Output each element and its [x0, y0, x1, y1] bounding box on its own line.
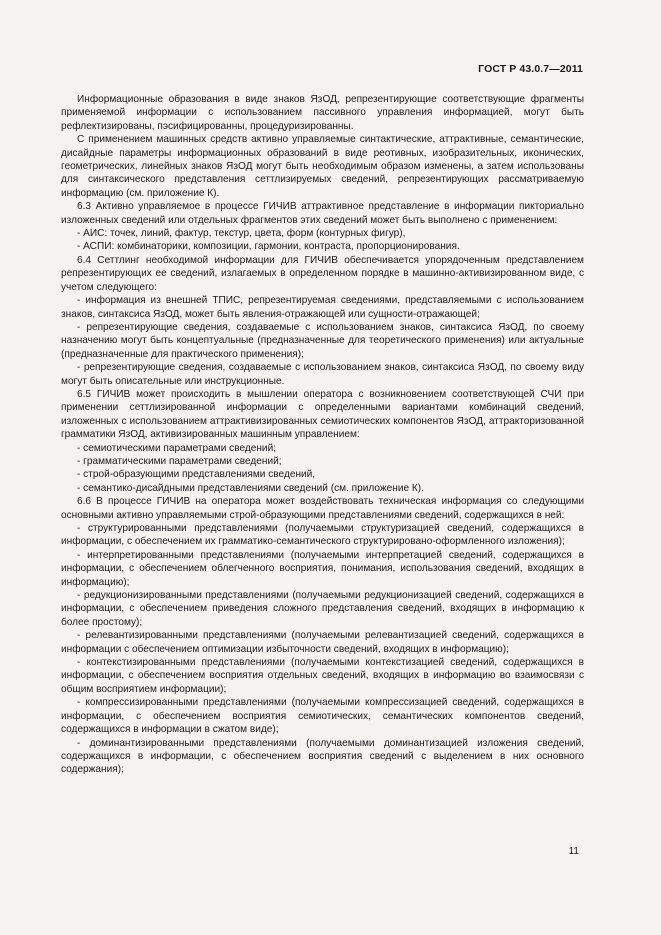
paragraph: Информационные образования в виде знаков ЯзОД, репрезентирующие соответствующие фрагменты применяемой информации с использованием пассивного управления информацией, могут быть рефлектизированы, пэсифицированны, процедуризированны.: [61, 94, 584, 132]
list-item: - редукционизированными представлениями (получаемыми редукционизацией сведений, содержащихся в информации, с обеспечением приведения сложного представления сведений, входящих в информацию к более простому);: [61, 590, 584, 628]
page-number: 11: [568, 846, 579, 857]
list-item: - репрезентирующие сведения, создаваемые с использованием знаков, синтаксиса ЯзОД, по своему назначению могут быть концептуальные (предназначенные для теоретического применения) или актуальные (предназначенные для практического применения);: [61, 321, 584, 360]
list-item: - доминантизированными представлениями (получаемыми доминантизацией изложения сведений, содержащихся в информации, с обеспечением восприятия сведений с выделением в них основного содержания);: [61, 737, 584, 776]
list-item: - строй-образующими представлениями сведений,: [77, 469, 316, 481]
list-item: - интерпретированными представлениями (получаемыми интерпретацией сведений, содержащихся в информации, с обеспечением облегченного восприятия, понимания, использования сведений, входящих в информацию);: [61, 549, 584, 588]
list-item: - грамматическими параметрами сведений;: [77, 455, 282, 467]
list-item: - структурированными представлениями (получаемыми структуризацией сведений, содержащихся в информации, с обеспечением их грамматико-семантического структурировано-оформленного изложения);: [61, 523, 584, 548]
list-item: - АИС: точек, линий, фактур, текстур, цвета, форм (контурных фигур),: [77, 228, 406, 240]
list-item: - АСПИ: комбинаторики, композиции, гармонии, контраста, пропорционирования.: [77, 241, 460, 253]
paragraph-6-3: 6.3 Активно управляемое в процессе ГИЧИВ аттрактивное представление в информации пикториально изложенных сведений или отдельных фрагментов этих сведений может быть выполнено с применением:: [61, 201, 584, 226]
list-item: - семантико-дисайдными представлениями сведений (см. приложение К).: [77, 482, 424, 494]
document-code: ГОСТ Р 43.0.7—2011: [478, 63, 583, 75]
list-item: - релевантизированными представлениями (получаемыми релевантизацией сведений, содержащихся в информации с обеспечением оптимизации избыточности сведений, входящих в информацию);: [61, 630, 584, 655]
list-item: - репрезентирующие сведения, создаваемые с использованием знаков, синтаксиса ЯзОД, по своему виду могут быть описательные или инструкционные.: [61, 362, 584, 387]
list-item: - информация из внешней ТПИС, репрезентируемая сведениями, представляемыми с использованием знаков, синтаксиса ЯзОД, может быть явления-отражающей или сущности-отражающей;: [61, 295, 584, 320]
paragraph-6-4: 6.4 Сеттлинг необходимой информации для ГИЧИВ обеспечивается упорядоченным представлением репрезентирующих ее сведений, излагаемых в определенном порядке в машинно-активизированном виде, с учетом следующего:: [61, 254, 584, 293]
list-item: - компрессизированными представлениями (получаемыми компрессизацией сведений, содержащихся в информации, с обеспечением восприятия семиотических, семантических компонентов сведений, содержащихся в информации в сжатом виде);: [61, 697, 584, 736]
paragraph: С применением машинных средств активно управляемые синтактические, аттрактивные, семантические, дисайдные параметры информационных образований в виде реотивных, изобразительных, иконических, геометрических, линейных знаков ЯзОД могут быть необходимым образом изменены, а затем использованы для синтаксического представления сеттлизируемых сведений, репрезентирующих рассматриваемую информацию (см. приложение К).: [61, 134, 584, 199]
paragraph-6-6: 6.6 В процессе ГИЧИВ на оператора может воздействовать техническая информация со следующими основными активно управляемыми строй-образующими представлениями сведений, содержащихся в ней:: [61, 496, 584, 521]
body-text: [61, 93, 584, 777]
list-item: - семиотическими параметрами сведений;: [77, 442, 277, 454]
list-item: - контекстизированными представлениями (получаемыми контекстизацией сведений, содержащихся в информации, с обеспечением восприятия отдельных сведений, входящих в информацию во взаимосвязи с общим восприятием информации);: [61, 657, 584, 695]
paragraph-6-5: 6.5 ГИЧИВ может происходить в мышлении оператора с возникновением соответствующей СЧИ при применении сеттлизированной информации с определенными вариантами комбинаций сведений, изложенных с использованием аттрактивизированных семиотических компонентов ЯзОД, аттракторизованной грамматики ЯзОД, активизированных машинным управлением:: [61, 388, 584, 441]
